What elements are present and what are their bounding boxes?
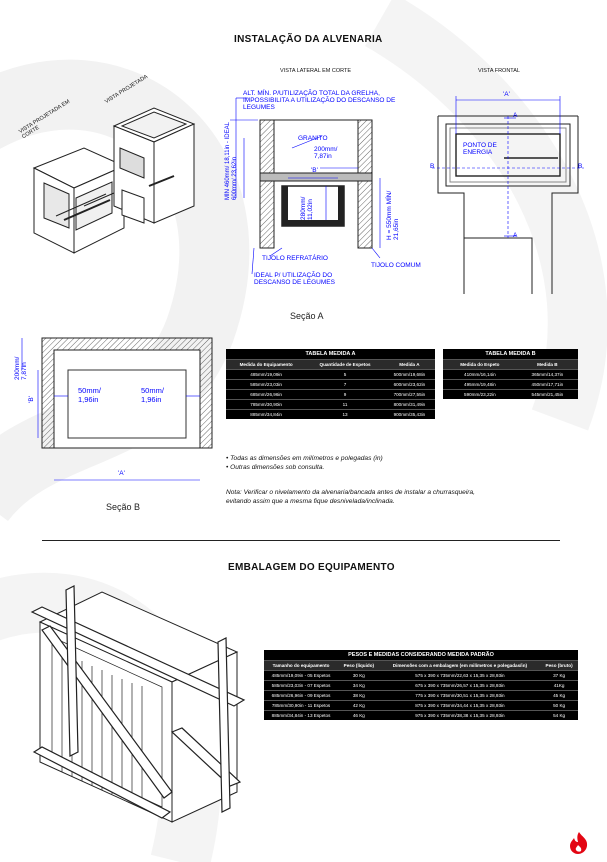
frontal-a-bottom: A	[513, 232, 518, 239]
table-cell: 54 Kg	[540, 711, 578, 721]
column-header: Medida A	[384, 360, 435, 370]
column-header: Medida do Equipamento	[226, 360, 306, 370]
weights-table-row	[264, 691, 578, 701]
frontal-dim-a: 'A'	[503, 91, 510, 98]
column-header: Dimensões com a embalagem (em milímetros e polegadas/in)	[380, 661, 541, 671]
table-cell: 900mm/35,43in	[384, 410, 435, 420]
table-cell: 800mm/31,49in	[384, 400, 435, 410]
dim-b-label: 'B'	[311, 167, 318, 174]
table-cell: 585mm/23,03in - 07 Espetos	[264, 681, 338, 691]
frontal-b-right: B	[578, 163, 583, 170]
projected-views-drawing	[14, 78, 219, 268]
note-dimensions: • Todas as dimensões em milímetros e polegadas (in)	[226, 455, 383, 462]
note-consult: • Outras dimensões sob consulta.	[226, 463, 325, 471]
column-header: Quantidade de Espetos	[306, 360, 384, 370]
table-header-row	[226, 360, 435, 370]
table-cell: 46 Kg	[338, 711, 380, 721]
table-cell: 9	[306, 390, 384, 400]
table-a-row	[226, 400, 435, 410]
table-cell: 775 x 390 x 735mm/30,51 x 15,35 x 28,93in	[380, 691, 541, 701]
section-b-dim-a: 'A'	[118, 470, 125, 477]
table-cell: 675 x 390 x 735mm/26,57 x 15,35 x 28,93in	[380, 681, 541, 691]
column-header: Peso (bruto)	[540, 661, 578, 671]
table-cell: 875 x 390 x 735mm/34,44 x 15,35 x 28,93in	[380, 701, 541, 711]
flame-logo-icon	[566, 830, 592, 856]
ponto-energia-label: PONTO DE ENERGIA	[463, 142, 497, 156]
table-cell: 600mm/23,62in	[384, 380, 435, 390]
table-a-row	[226, 390, 435, 400]
frontal-view-title: VISTA FRONTAL	[478, 68, 520, 74]
table-cell: 500mm/19,68in	[384, 370, 435, 380]
column-header: Medida do Espeto	[443, 360, 517, 370]
weights-table-row	[264, 671, 578, 681]
section-b-dim-b: 'B'	[28, 396, 35, 403]
table-medida-b	[443, 349, 578, 399]
section-b-caption: Seção B	[106, 502, 141, 512]
section-b-left-50: 50mm/ 1,96in	[78, 386, 101, 404]
table-b-row	[443, 370, 578, 380]
table-a-row	[226, 380, 435, 390]
weights-table-title: PESOS E MEDIDAS CONSIDERANDO MEDIDA PADRÃO	[264, 650, 578, 661]
weights-table-row	[264, 701, 578, 711]
section-b-right-50: 50mm/ 1,96in	[141, 386, 164, 404]
frontal-b-left: B	[430, 163, 435, 170]
table-cell: 50 Kg	[540, 701, 578, 711]
table-cell: 885mm/34,84in - 13 Espetos	[264, 711, 338, 721]
projected-label: VISTA PROJETADA	[104, 73, 149, 106]
installation-title: INSTALAÇÃO DA ALVENARIA	[234, 34, 383, 45]
min-height-note: ALT. MÍN. P/UTILIZAÇÃO TOTAL DA GRELHA, IMPOSSIBILITA A UTILIZAÇÃO DO DESCANSO DE LEGUMES	[243, 90, 396, 111]
tijolo-refratario-label: TIJOLO REFRATÁRIO	[262, 255, 328, 262]
note-leveling-line1: Nota: Verificar o nivelamento da alvenaria/bancada antes de instalar a churrasqueira,	[226, 489, 475, 496]
note-leveling	[226, 489, 586, 506]
weights-table-body	[264, 661, 578, 721]
column-header: Tamanho do equipamento	[264, 661, 338, 671]
table-cell: 11	[306, 400, 384, 410]
table-cell: 975 x 390 x 735mm/38,38 x 15,35 x 28,93in	[380, 711, 541, 721]
min-ideal-label: MÍN 460mm/ 18,11in - IDEAL 600mm/ 23,62in	[225, 122, 238, 200]
packaging-crate-drawing	[22, 582, 247, 832]
table-cell: 785mm/30,90in	[226, 400, 306, 410]
table-b-row	[443, 390, 578, 400]
table-a-row	[226, 370, 435, 380]
section-a-caption: Seção A	[290, 311, 324, 321]
table-a-body	[226, 360, 435, 420]
lateral-view-title: VISTA LATERAL EM CORTE	[280, 68, 352, 74]
table-cell: 495mm/19,48in	[443, 380, 517, 390]
table-cell: 5	[306, 370, 384, 380]
packaging-title: EMBALAGEM DO EQUIPAMENTO	[228, 562, 395, 573]
table-medida-a	[226, 349, 435, 419]
table-b-row	[443, 380, 578, 390]
table-header-row	[443, 360, 578, 370]
column-header: Medida B	[517, 360, 578, 370]
table-b-title: TABELA MEDIDA B	[443, 349, 578, 360]
tijolo-comum-label: TIJOLO COMUM	[371, 262, 421, 269]
table-cell: 37 Kg	[540, 671, 578, 681]
table-cell: 42 Kg	[338, 701, 380, 711]
table-cell: 590mm/23,22in	[443, 390, 517, 400]
table-pesos-medidas	[264, 650, 578, 720]
table-cell: 41Kg	[540, 681, 578, 691]
table-cell: 45 Kg	[540, 691, 578, 701]
ideal-note: IDEAL P/ UTILIZAÇÃO DO DESCANSO DE LEGUMES	[254, 272, 335, 286]
dim-280-label: 280mm/ 11,02in	[300, 196, 314, 220]
table-a-row	[226, 410, 435, 420]
table-cell: 785mm/30,90in - 11 Espetos	[264, 701, 338, 711]
column-header: Peso (líquido)	[338, 661, 380, 671]
note-leveling-line2: evitando assim que a mesma fique desnivelada/inclinada.	[226, 497, 395, 505]
table-header-row	[264, 661, 578, 671]
table-cell: 700mm/27,55in	[384, 390, 435, 400]
table-cell: 7	[306, 380, 384, 390]
weights-table-row	[264, 711, 578, 721]
section-b-drawing	[14, 330, 214, 490]
section-b-dim-200: 200mm/ 7,87in	[14, 356, 28, 380]
table-cell: 13	[306, 410, 384, 420]
table-cell: 685mm/26,96in	[226, 390, 306, 400]
h-min-label: H = 550mm MÍN/ 21,65in	[386, 190, 400, 240]
frontal-a-top: A	[513, 112, 518, 119]
table-a-title: TABELA MEDIDA A	[226, 349, 435, 360]
table-cell: 485mm/19,09in - 05 Espetos	[264, 671, 338, 681]
weights-table-row	[264, 681, 578, 691]
projected-cut-label: VISTA PROJETADA EM CORTE	[18, 98, 72, 141]
table-cell: 685mm/26,96in - 09 Espetos	[264, 691, 338, 701]
table-cell: 450mm/17,71in	[517, 380, 578, 390]
table-cell: 34 Kg	[338, 681, 380, 691]
table-cell: 545mm/21,45in	[517, 390, 578, 400]
table-cell: 575 x 390 x 735mm/22,63 x 15,35 x 28,93in	[380, 671, 541, 681]
table-cell: 885mm/34,84in	[226, 410, 306, 420]
table-cell: 485mm/19,09in	[226, 370, 306, 380]
table-cell: 30 Kg	[338, 671, 380, 681]
dim-200-label: 200mm/ 7,87in	[314, 146, 338, 160]
table-cell: 410mm/16,14in	[443, 370, 517, 380]
table-b-body	[443, 360, 578, 400]
notes-block	[226, 455, 383, 472]
table-cell: 585mm/23,03in	[226, 380, 306, 390]
section-divider	[42, 540, 560, 541]
table-cell: 365mm/14,37in	[517, 370, 578, 380]
table-cell: 38 Kg	[338, 691, 380, 701]
granito-label: GRANITO	[298, 135, 328, 142]
